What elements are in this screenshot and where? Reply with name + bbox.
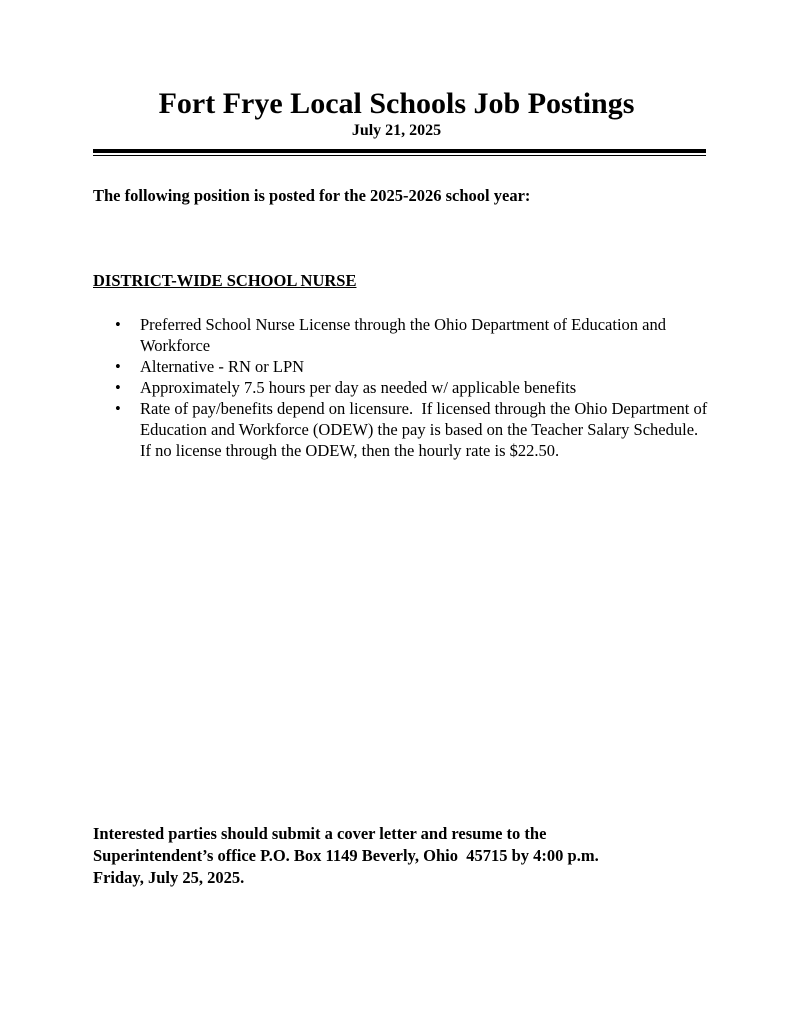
posting-date: July 21, 2025: [351, 122, 442, 139]
list-item-text: Rate of pay/benefits depend on licensure. If licensed through the Ohio Department of Education and Workforce (ODEW) the pay is based on the Teacher Salary Schedule. If no license through the ODEW, then the hourly rate is $22.50.: [140, 399, 712, 460]
bullet-icon: •: [115, 399, 121, 418]
bullet-icon: •: [115, 378, 121, 397]
list-item: [115, 314, 710, 356]
intro-text: The following position is posted for the 2025-2026 school year:: [93, 186, 531, 205]
bullet-icon: •: [115, 357, 121, 376]
position-title: DISTRICT-WIDE SCHOOL NURSE: [93, 271, 357, 290]
list-item-text: Preferred School Nurse License through the Ohio Department of Education and Workforce: [140, 315, 670, 355]
instructions-line: Friday, July 25, 2025.: [93, 868, 245, 887]
instructions-line: Superintendent’s office P.O. Box 1149 Beverly, Ohio 45715 by 4:00 p.m.: [93, 846, 599, 865]
bullet-icon: •: [115, 315, 121, 334]
list-item: [115, 398, 712, 461]
divider-thick: [93, 149, 706, 153]
list-item-text: Alternative - RN or LPN: [140, 357, 305, 376]
list-item: [115, 356, 710, 377]
instructions-line: Interested parties should submit a cover letter and resume to the: [93, 824, 547, 843]
page-title: Fort Frye Local Schools Job Postings: [158, 87, 635, 120]
divider-thin: [93, 155, 706, 156]
list-item: [115, 377, 710, 398]
requirements-list: [93, 314, 710, 461]
application-instructions: [93, 823, 693, 889]
list-item-text: Approximately 7.5 hours per day as needed w/ applicable benefits: [140, 378, 577, 397]
